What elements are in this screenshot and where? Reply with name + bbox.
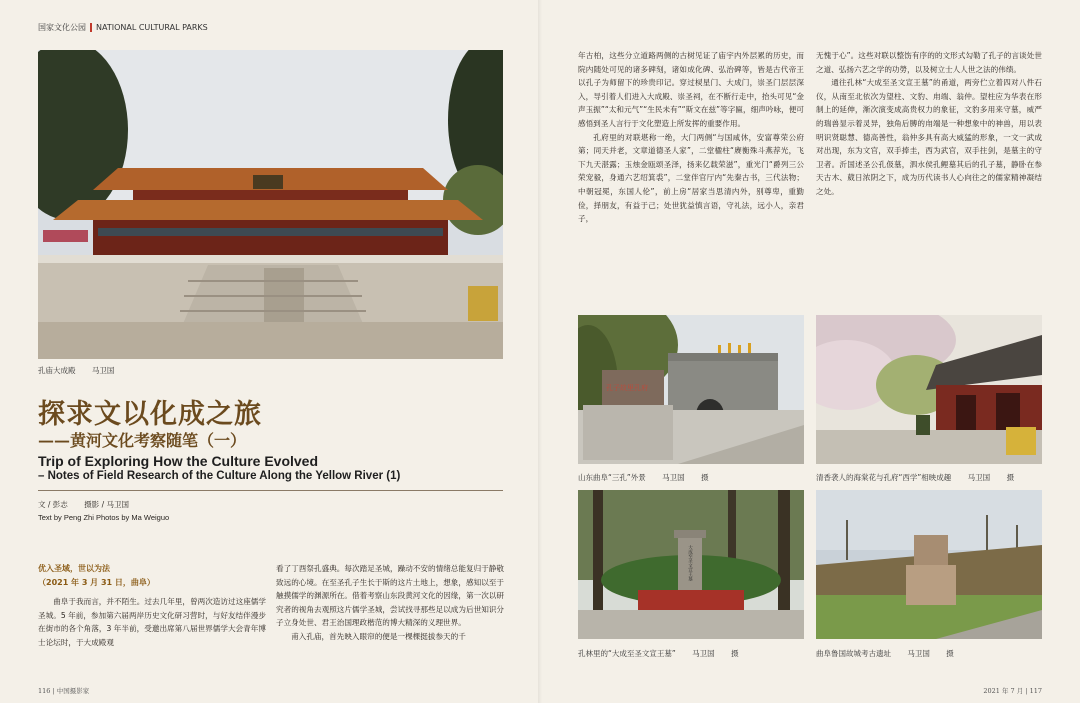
body-column-2 [276, 562, 504, 644]
caption-ruins [816, 648, 954, 659]
article-title-en: Trip of Exploring How the Culture Evolved [38, 453, 319, 469]
caption-tomb-suffix: 摄 [731, 649, 739, 658]
article-subtitle-en: – Notes of Field Research of the Culture Along the Yellow River (1) [38, 470, 401, 482]
caption-haitang [816, 472, 1014, 483]
body-column-4 [816, 49, 1042, 199]
section-header-en: NATIONAL CULTURAL PARKS [96, 23, 208, 32]
issue-date: 2021 年 7 月 [983, 687, 1024, 695]
caption-sankong-photographer: 马卫国 [662, 473, 685, 482]
caption-ruins-place: 曲阜鲁国故城考古遗址 [816, 649, 891, 658]
body-paragraph: 孔府里的对联堪称一绝，大门两侧“与国咸休，安富尊荣公府第；同天并老，文章道德圣人家”，二堂楹柱“赓衡殊斗燕荐光，飞下九天湛露；玉烛金瓯颂圣泽，扬来亿载荣滋”，重光门“爵列三公荣宠毅，身通六艺绍箕裘”，二堂伴官厅内“先秦古书，三代法物；中朝冠冕，东国人伦”，前上房“居家当思清内外，别尊卑，重勤俭，择朋友，有益于己；处世犹益慎言语，守礼法，远小人，亲君子， [578, 132, 804, 224]
caption-haitang-place: 清香袭人的海棠花与孔府“西学”相映成趣 [816, 473, 952, 482]
section-header [38, 22, 208, 33]
body-column-3 [578, 49, 804, 226]
photo-sankong-exterior [578, 315, 804, 464]
publication-name: 中国摄影家 [56, 687, 90, 695]
photo-lu-ruins [816, 490, 1042, 639]
photo-haitang-kongfu [816, 315, 1042, 464]
caption-haitang-photographer: 马卫国 [967, 473, 991, 482]
credit-photographer: 摄影 / 马卫国 [84, 500, 129, 509]
credit-en: Text by Peng Zhi Photos by Ma Weiguo [38, 513, 170, 522]
body-paragraph: 无愧于心”。这些对联以整饬有序的的文形式勾勒了孔子的言谈处世之道、弘扬六艺之学的功勞，以及树立士人人世之法的伟绩。 [816, 51, 1042, 74]
page-number-right: 117 [1029, 687, 1042, 695]
body-date: （2021 年 3 月 31 日，曲阜） [38, 577, 155, 587]
article-subtitle-cn: ——黄河文化考察随笔（一） [38, 431, 247, 450]
caption-dacheng-place: 孔庙大成殿 [38, 366, 76, 375]
caption-tomb [578, 648, 739, 659]
caption-sankong-suffix: 摄 [701, 473, 709, 482]
page-gutter [538, 0, 542, 703]
body-subheading: 优入圣域，世以为法 [38, 564, 110, 573]
body-paragraph: 甫入孔庙，首先映入眼帘的便是一棵棵挺拔参天的千 [291, 631, 466, 641]
caption-dacheng-hall [38, 365, 114, 376]
section-header-cn: 国家文化公园 [38, 23, 86, 32]
caption-tomb-place: 孔林里的“大成至圣文宣王墓” [578, 649, 676, 658]
article-title-cn: 探求文以化成之旅 [38, 399, 262, 430]
caption-sankong-place: 山东曲阜“三孔”外景 [578, 473, 646, 482]
page-number-left: 116 [38, 687, 51, 695]
caption-haitang-suffix: 摄 [1006, 473, 1015, 482]
header-divider [90, 23, 92, 32]
credit-author: 文 / 彭志 [38, 500, 68, 509]
title-divider [38, 490, 503, 491]
photo-confucius-tomb [578, 490, 804, 639]
body-paragraph: 年古柏，这些分立道路两侧的古树见证了庙宇内外层累的历史，而院内随处可见的诸多碑刻，诸如成化碑、弘治碑等，皆是古代帝王以孔子为师留下的珍贵印记。穿过棂星门、大成门，崇圣门层层深入，导引着人们进入大成殿、崇圣祠，在不断行走中，抬头可见“金声玉振”“太和元气”“生民未有”“斯文在兹”等字匾，细声吟咏，便可感悟到圣人言行于文化塑造上所发挥的重要作用。 [578, 51, 804, 128]
caption-ruins-suffix: 摄 [946, 649, 954, 658]
body-paragraph: 通往孔林“大成至圣文宣王墓”的甬道，两旁伫立着四对八件石仪，从南至北依次为望柱、文豹、甪端、翁仲。望柱应为华表在形制上的延伸，渐次演变成高贵权力的象征，文豹多用来守墓，威严的瑞兽显示着灵异，独角后膊的甪端是一种想象中的神兽，用以表明识贤聪慧、德高善性，翁仲多具有高大威猛的形象，一文一武成对出现，东为文官，双手捧圭，西为武官，双手拄剑，是墓主的守卫者。沂国述圣公孔伋墓，泗水侯孔鲤墓其后的孔子墓，静卧在参天古木、葳日浓阴之下，成为历代读书人心向往之的儒家精神凝结之处。 [816, 78, 1042, 196]
body-paragraph: 曲阜于我而言，并不陌生。过去几年里，曾两次造访过这座儒学圣城。5 年前，参加第六届两岸历史文化研习营时，与好友结伴漫步在街市的各个角落，3 年半前，受邀出席第八届世界儒学大会青年博士论坛时，于大成殿观 [38, 597, 266, 647]
credit-cn [38, 499, 129, 510]
caption-ruins-photographer: 马卫国 [907, 649, 930, 658]
footer-right: 2021 年 7 月 | 117 [983, 687, 1042, 695]
photo-dacheng-hall [38, 50, 503, 359]
body-paragraph: 看了丁酉祭孔盛典。每次踏足圣城，躁动不安的情绪总能复归于静敬致远的心境。在至圣孔子生长于斯的这片土地上，想象，感知以至于触摸儒学的渊源所在。借着考察山东段黄河文化的因缘，第一次以研究者的视角去观照这片儒学圣城，尝试找寻那些足以成为后世知识分子立身处世、君王治国理政楷范的博大精深的义理世界。 [276, 564, 504, 628]
caption-tomb-photographer: 马卫国 [692, 649, 715, 658]
footer-left: 116 | 中国摄影家 [38, 687, 90, 695]
caption-sankong [578, 472, 709, 483]
body-column-1 [38, 562, 266, 650]
stele-inscription-tomb: 大成至圣文宣王墓 [687, 545, 693, 581]
caption-dacheng-photographer: 马卫国 [91, 366, 115, 375]
stele-inscription-left: 孔子故里孔府 [606, 384, 648, 392]
